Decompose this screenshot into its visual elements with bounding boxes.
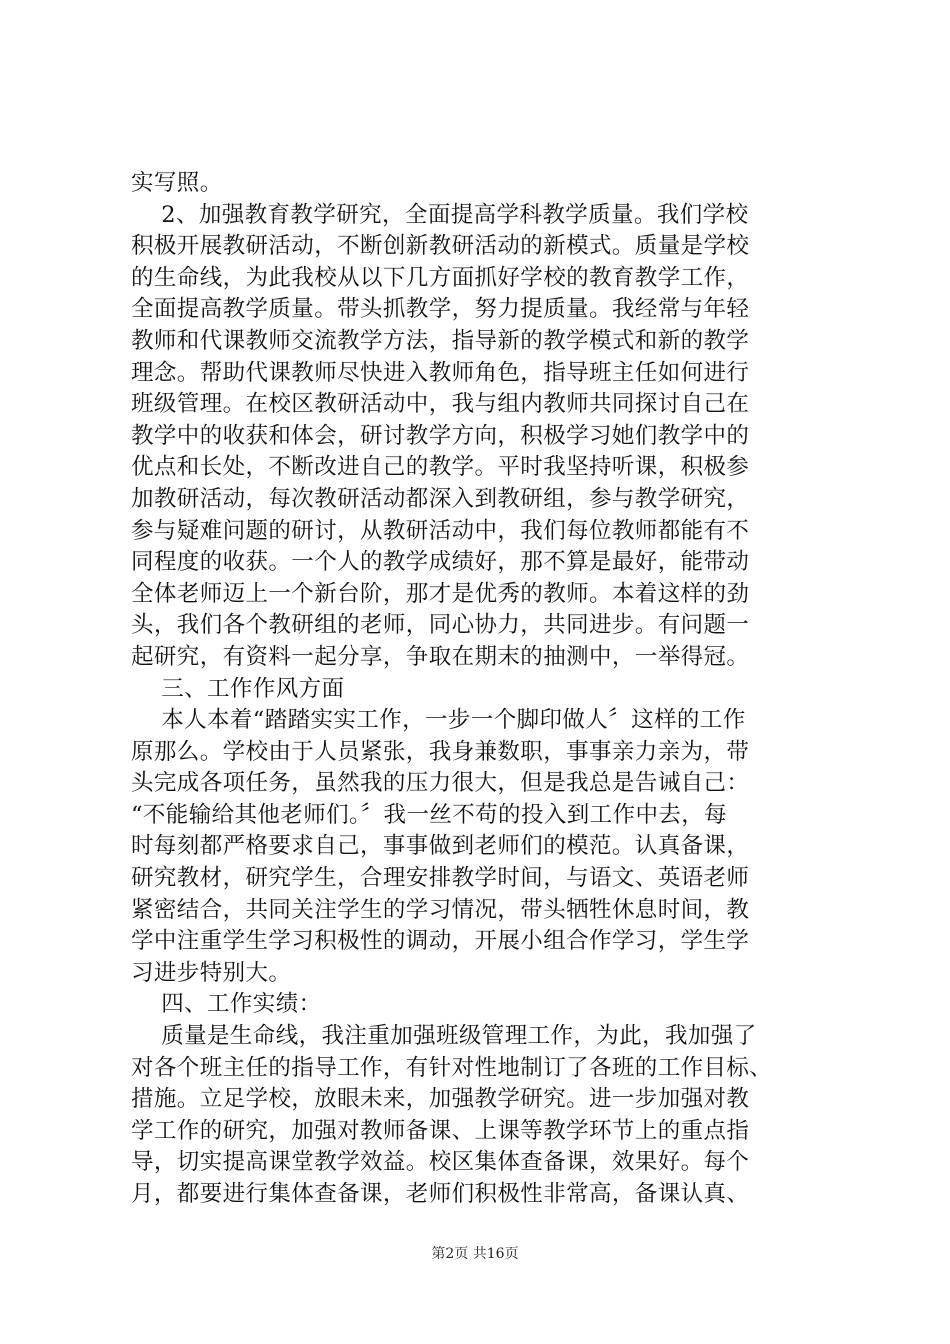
text-line: 积极开展教研活动，不断创新教研活动的新模式。质量是学校: [131, 233, 750, 260]
text-line: 学工作的研究，加强对教师备课、上课等教学环节上的重点指: [131, 1117, 750, 1144]
text-line: 头完成各项任务，虽然我的压力很大，但是我总是告诫自己：: [131, 770, 750, 797]
text-line: 参与疑难问题的研讨，从教研活动中，我们每位教师都能有不: [131, 517, 750, 544]
text-line: 月，都要进行集体查备课，老师们积极性非常高，备课认真、: [131, 1181, 750, 1207]
text-line: 对各个班主任的指导工作，有针对性地制订了各班的工作目标、: [131, 1054, 773, 1081]
text-line: 导，切实提高课堂教学效益。校区集体查备课，效果好。每个: [131, 1149, 750, 1176]
text-line: 同程度的收获。一个人的教学成绩好，那不算是最好，能带动: [131, 549, 750, 576]
text-line: 2、加强教育教学研究，全面提高学科教学质量。我们学校: [131, 201, 749, 228]
text-line: 班级管理。在校区教研活动中，我与组内教师共同探讨自己在: [131, 391, 750, 418]
text-line: 习进步特别大。: [131, 959, 292, 986]
text-line: 原那么。学校由于人员紧张，我身兼数职，事事亲力亲为，带: [131, 738, 750, 765]
text-line: 措施。立足学校，放眼未来，加强教学研究。进一步加强对教: [131, 1086, 750, 1113]
text-line: 本人本着“踏踏实实工作，一步一个脚印做人〞这样的工作: [131, 707, 746, 734]
text-line: 起研究，有资料一起分享，争取在期末的抽测中，一举得冠。: [131, 643, 750, 670]
text-line: 优点和长处，不断改进自己的教学。平时我坚持听课，积极参: [131, 454, 750, 481]
text-line: 学中注重学生学习积极性的调动，开展小组合作学习，学生学: [131, 928, 750, 955]
text-line: 教师和代课教师交流教学方法，指导新的教学模式和新的教学: [131, 327, 750, 354]
text-line: 理念。帮助代课教师尽快进入教师角色，指导班主任如何进行: [131, 359, 750, 386]
page-number-footer: 第2页 共16页: [431, 1246, 519, 1262]
text-line: 头，我们各个教研组的老师，同心协力，共同进步。有问题一: [131, 612, 750, 639]
text-line: 教学中的收获和体会，研讨教学方向，积极学习她们教学中的: [131, 422, 750, 449]
text-line: 紧密结合，共同关注学生的学习情况，带头牺牲休息时间，教: [131, 896, 750, 923]
text-line: “不能输给其他老师们。〞我一丝不苟的投入到工作中去，每: [131, 801, 728, 828]
text-line: 三、工作作风方面: [131, 675, 345, 702]
body-text: [131, 168, 831, 1211]
text-line: 时每刻都严格要求自己，事事做到老师们的模范。认真备课，: [131, 833, 750, 860]
text-line: 全体老师迈上一个新台阶，那才是优秀的教师。本着这样的劲: [131, 580, 750, 607]
text-line: 加教研活动，每次教研活动都深入到教研组，参与教学研究，: [131, 485, 750, 512]
text-line: 全面提高教学质量。带头抓教学，努力提质量。我经常与年轻: [131, 296, 750, 323]
text-line: 实写照。: [131, 170, 223, 196]
text-line: 的生命线，为此我校从以下几方面抓好学校的教育教学工作，: [131, 264, 750, 291]
text-line: 研究教材，研究学生，合理安排教学时间，与语文、英语老师: [131, 865, 750, 892]
text-line: 质量是生命线，我注重加强班级管理工作，为此，我加强了: [131, 1023, 757, 1050]
text-line: 四、工作实绩：: [131, 991, 322, 1018]
